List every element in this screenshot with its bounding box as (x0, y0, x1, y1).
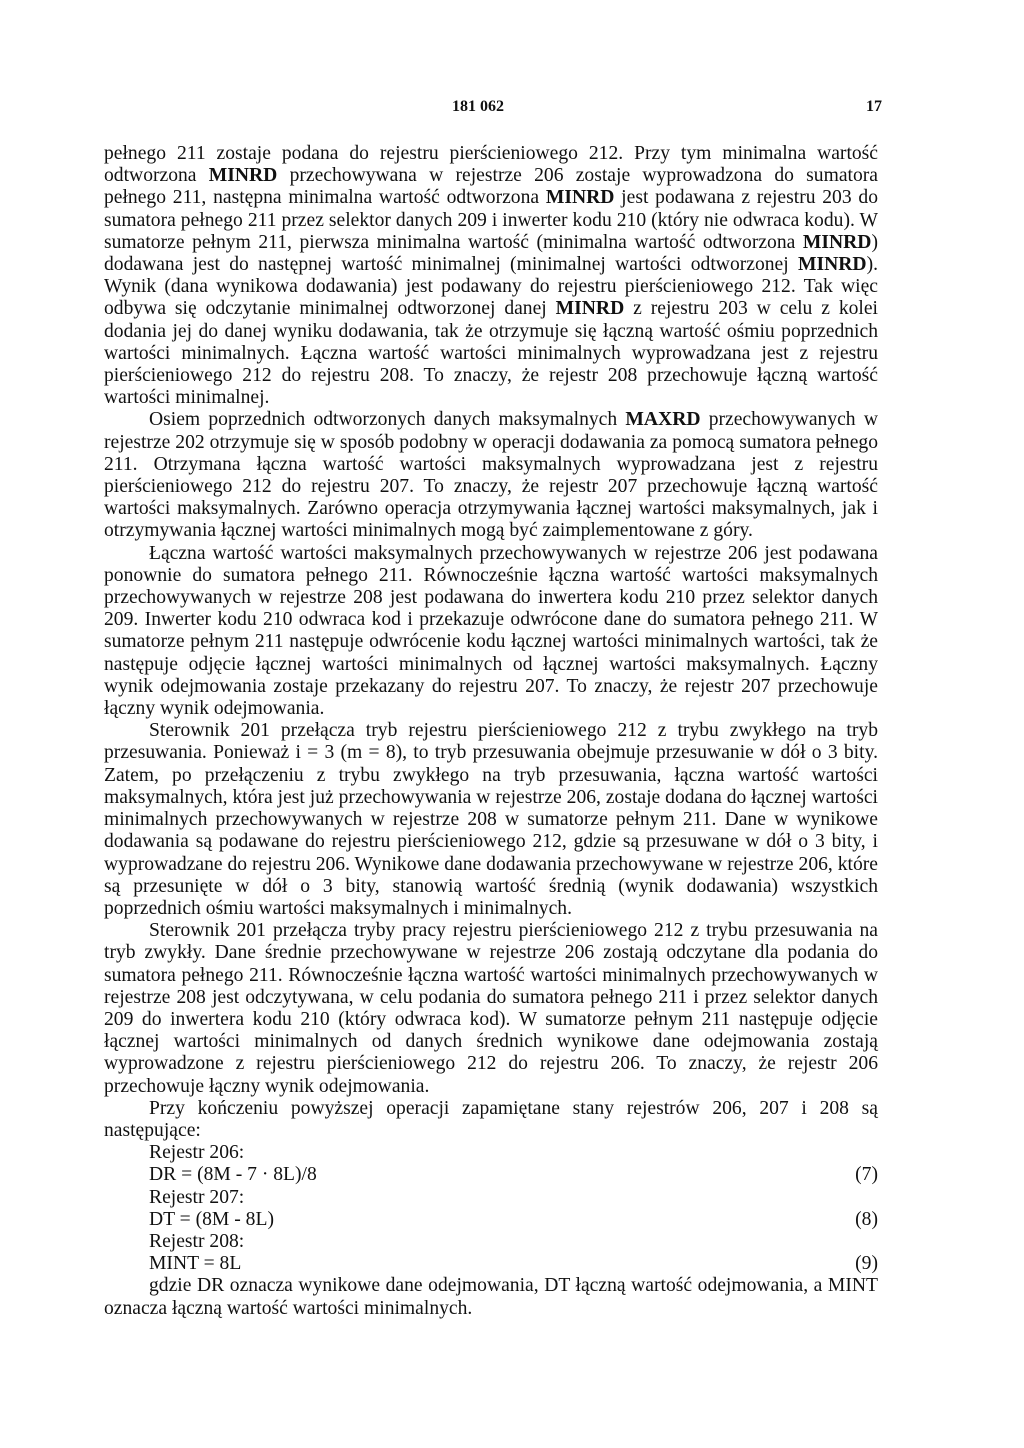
paragraph-p1 (104, 143, 878, 409)
text-run: z rejestru 203 w celu z kolei dodania jej do danej wyniku dodawania, tak że otrzymuje się łączną wartość ośmiu poprzednich wartości minimalnych. Łączna wartość wartości minimalnych wyprowadzana jest z rejestru pierścieniowego 212 do rejestru 208. To znaczy, że rejestr 208 przechowuje łączną wartość wartości minimalnej. (104, 298, 878, 409)
text-run: przechowywana w rejestrze 206 zostaje wyprowadzona do sumatora pełnego 211, następna minimalna wartość odtworzona (104, 165, 878, 209)
text-run: Łączna wartość wartości maksymalnych przechowywanych w rejestrze 206 jest podawana ponownie do sumatora pełnego 211. Równocześnie łączna wartość wartości maksymalnych przechowywanych w rejestrze 208 jest podawana do inwertera kodu 210 przez selektor danych 209. Inwerter kodu 210 odwraca kod i przekazuje odwrócone dane do sumatora pełnego 211. W sumatorze pełnym 211 następuje odwrócenie kodu łącznej wartości minimalnych wartości, tak że następuje odjęcie łącznej wartości minimalnych od łącznej wartości maksymalnych. Łączny wynik odejmowania zostaje przekazany do rejestru 207. To znaczy, że rejestr 207 przechowuje łączny wynik odejmowania. (104, 542, 878, 720)
bold-term: MINRD (555, 298, 625, 320)
text-run: jest podawana z rejestru 203 do sumatora pełnego 211 przez selektor danych 209 i inwerter kodu 210 (który nie odwraca kodu). W sumatorze pełnym 211, pierwsza minimalna wartość (minimalna wartość odtworzona (104, 187, 878, 253)
paragraph-p2 (104, 409, 878, 542)
text-run: Przy kończeniu powyższej operacji zapamiętane stany rejestrów 206, 207 i 208 są następujące: (104, 1097, 878, 1141)
paragraph-p4 (104, 720, 878, 920)
equation-label: Rejestr 206: (149, 1142, 245, 1164)
text-run: Sterownik 201 przełącza tryby pracy rejestru pierścieniowego 212 z trybu przesuwania na tryb zwykły. Dane średnie przechowywane w rejestrze 206 zostają odczytane dla podania do sumatora pełnego 211. Równocześnie łączna wartość wartości minimalnych przechowywanych w rejestrze 208 jest odczytywana, w celu podania do sumatora pełnego 211 i przez selektor danych 209 do inwertera kodu 210 (który odwraca kod). W sumatorze pełnym 211 następuje odjęcie łącznej wartości minimalnych od danych średnich wynikowe dane odejmowania zostają wyprowadzone z rejestru pierścieniowego 212 do rejestru 206. To znaczy, że rejestr 206 przechowuje łączny wynik odejmowania. (104, 920, 878, 1097)
equation-label: Rejestr 207: (149, 1186, 245, 1208)
text-run: Osiem poprzednich odtworzonych danych maksymalnych (149, 409, 626, 431)
paragraph-p5 (104, 920, 878, 1098)
equation-formula: DR = (8M - 7 · 8L)/8 (149, 1164, 317, 1186)
text-run: przechowywanych w rejestrze 202 otrzymuje się w sposób podobny w operacji dodawania za pomocą sumatora pełnego 211. Otrzymana łączna wartość wartości maksymalnych wyprowadzana jest z rejestru pierścieniowego 212 do rejestru 207. To znaczy, że rejestr 207 przechowuje łączną wartość wartości maksymalnych. Zarówno operacja otrzymywania łącznej wartości maksymalnych, jak i otrzymywania łącznej wartości minimalnych mogą być zaimplementowane z góry. (104, 409, 878, 542)
equation-number: (7) (855, 1164, 878, 1186)
text-run: Sterownik 201 przełącza tryb rejestru pierścieniowego 212 z trybu zwykłego na tryb przesuwania. Ponieważ i = 3 (m = 8), to tryb przesuwania obejmuje przesuwanie w dół o 3 bity. Zatem, po przełączeniu z trybu zwykłego na tryb przesuwania, łączna wartość wartości maksymalnych, która jest już przechowywania w rejestrze 206, zostaje dodana do łącznej wartości minimalnych przechowywanych w rejestrze 208 w sumatorze pełnym 211. Dane w wynikowe dodawania są podawane do rejestru pierścieniowego 212, gdzie są przesuwane w dół o 3 bity, i wyprowadzane do rejestru 206. Wynikowe dane dodawania przechowywane w rejestrze 206, które są przesunięte w dół o 3 bity, stanowią wartość średnią (wynik dodawania) wszystkich poprzednich ośmiu wartości maksymalnych i minimalnych. (104, 720, 878, 919)
bold-term: MINRD (545, 187, 615, 209)
body-text (104, 143, 878, 1320)
bold-term: MINRD (802, 231, 872, 253)
equation-row (149, 1164, 878, 1186)
equation-label: Rejestr 208: (149, 1230, 245, 1252)
page-header (0, 98, 1024, 122)
text-run: ). Wynik (dana wynikowa dodawania) jest podawany do rejestru pierścieniowego 212. Tak więc odbywa się odczytanie minimalnej odtworzonej danej (104, 254, 878, 320)
bold-term: MINRD (208, 165, 278, 187)
text-run: pełnego 211 zostaje podana do rejestru pierścieniowego 212. Przy tym minimalna wartość odtworzona (104, 143, 878, 187)
equation-row (149, 1209, 878, 1231)
equation-row (149, 1253, 878, 1275)
bold-term: MINRD (797, 254, 867, 276)
paragraphs (104, 143, 878, 1142)
equations-block (149, 1142, 878, 1275)
bold-term: MAXRD (625, 409, 701, 431)
text-run: ) dodawana jest do następnej wartość minimalnej (minimalnej wartości odtworzonej (104, 231, 878, 276)
closing-paragraph: gdzie DR oznacza wynikowe dane odejmowania, DT łączną wartość odejmowania, a MINT oznacza łączną wartość wartości minimalnych. (104, 1275, 878, 1319)
paragraph-p3 (104, 543, 878, 721)
page-number: 17 (866, 98, 882, 115)
equation-formula: DT = (8M - 8L) (149, 1208, 274, 1230)
equation-formula: MINT = 8L (149, 1253, 242, 1275)
equation-number: (8) (855, 1208, 878, 1230)
paragraph-p6 (104, 1098, 878, 1142)
patent-number: 181 062 (452, 98, 504, 115)
equation-number: (9) (855, 1253, 878, 1275)
